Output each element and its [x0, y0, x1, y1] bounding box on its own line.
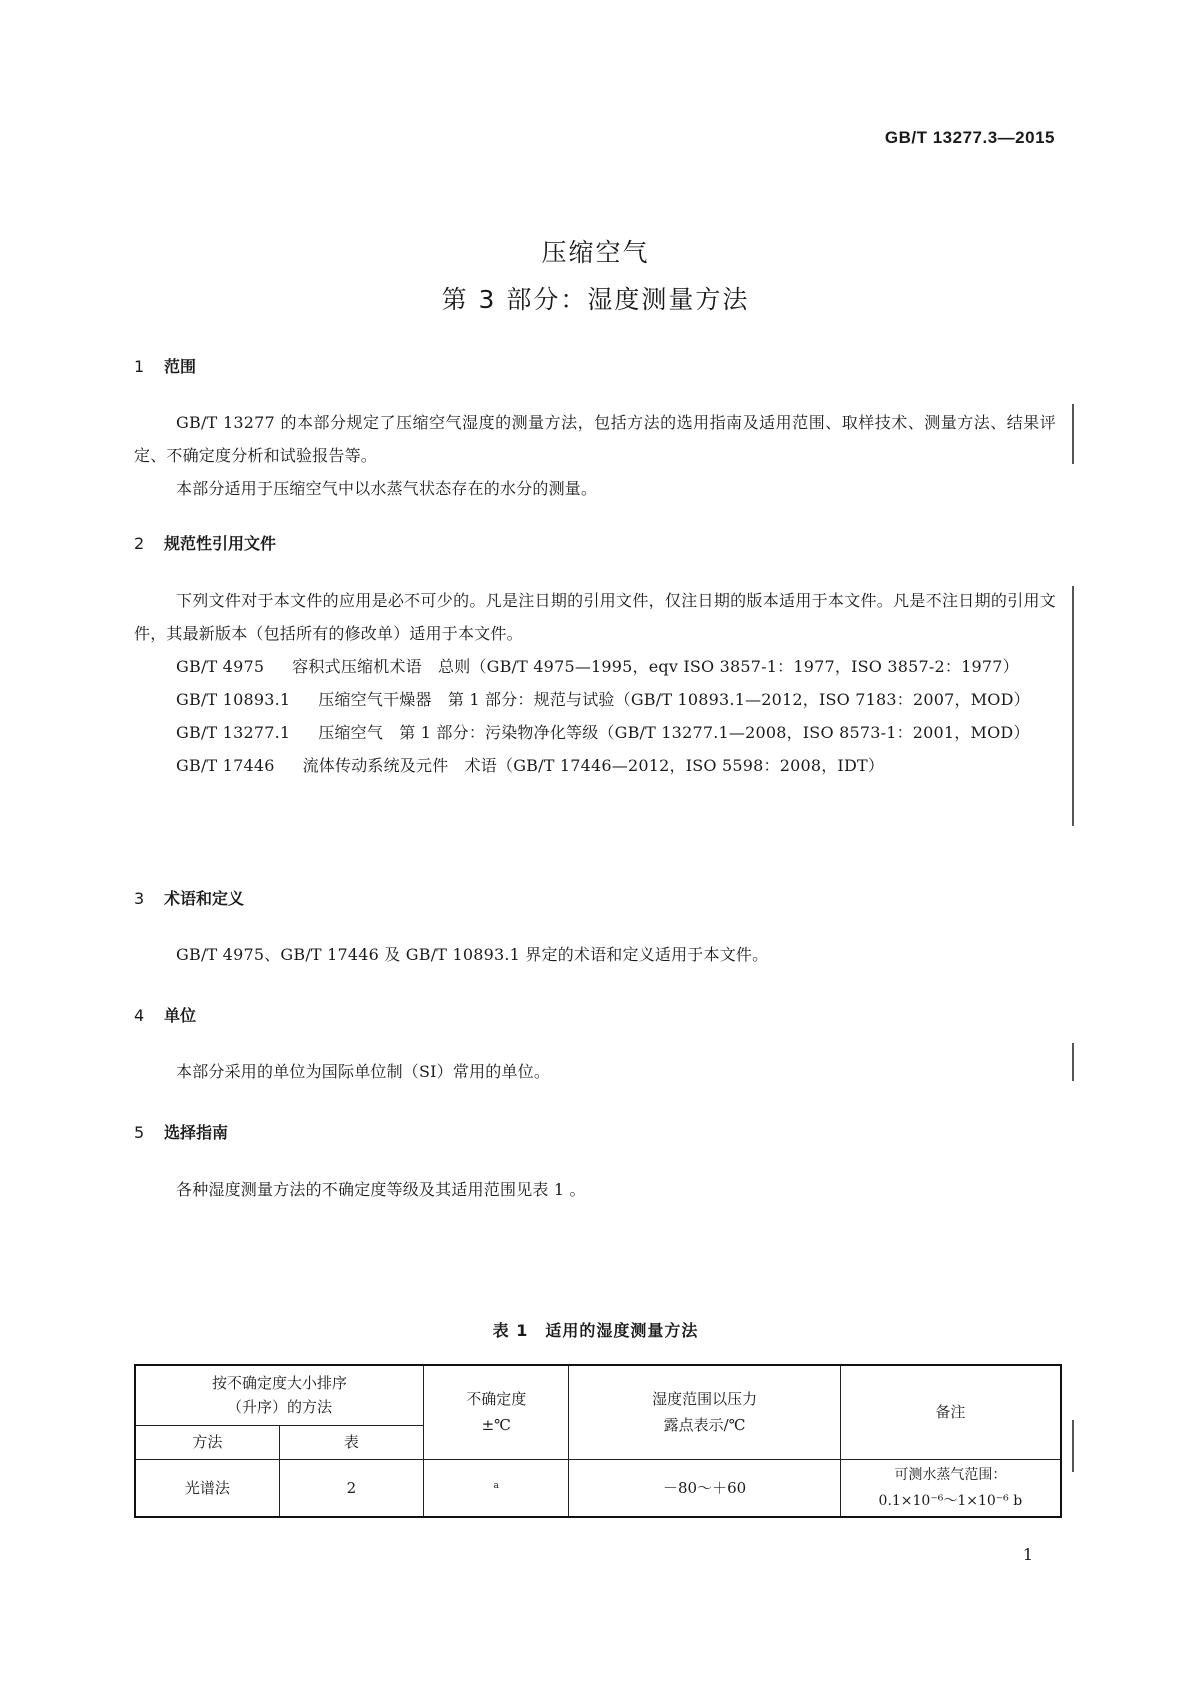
reference-item [134, 716, 1056, 749]
cell-table: 2 [279, 1459, 423, 1517]
revision-bar [1072, 404, 1074, 464]
footnote-marker: a [493, 1481, 499, 1492]
header-cell-table: 表 [279, 1425, 423, 1459]
header-range-line2: 露点表示/℃ [663, 1416, 746, 1435]
header-group-label: 按不确定度大小排序（升序）的方法 [212, 1373, 348, 1416]
section-5-body [134, 1173, 1056, 1206]
cell-range: －80～＋60 [569, 1459, 840, 1517]
reference-title: 流体传动系统及元件 术语（GB/T 17446—2012，ISO 5598：2008，IDT） [302, 756, 885, 775]
reference-item [134, 650, 1056, 683]
cell-uncertainty [424, 1459, 569, 1517]
section-3-body [134, 938, 1056, 971]
section-title: 术语和定义 [164, 889, 245, 908]
revision-bar [1072, 586, 1074, 826]
revision-bar [1072, 1043, 1074, 1081]
section-title: 单位 [164, 1006, 197, 1025]
section-2-heading [134, 531, 276, 554]
page-number: 1 [1022, 1545, 1033, 1564]
section-number: 4 [134, 1006, 145, 1025]
header-range-line1: 湿度范围以压力 [652, 1390, 758, 1409]
header-cell-uncertainty [424, 1365, 569, 1459]
section-number: 1 [134, 357, 145, 376]
reference-item [134, 683, 1056, 716]
section-number: 3 [134, 889, 145, 908]
paragraph: GB/T 4975、GB/T 17446 及 GB/T 10893.1 界定的术语和定义适用于本文件。 [176, 945, 769, 964]
reference-title: 容积式压缩机术语 总则（GB/T 4975—1995，eqv ISO 3857-1：1977，ISO 3857-2：1977） [292, 657, 1019, 676]
revision-bar [1072, 1420, 1074, 1472]
section-4-body [134, 1055, 1056, 1088]
section-title: 范围 [164, 357, 197, 376]
table-row [135, 1459, 1061, 1517]
standard-code: GB/T 13277.3—2015 [884, 128, 1055, 147]
section-2-body [134, 584, 1056, 782]
section-1-body [134, 406, 1056, 505]
cell-method: 光谱法 [135, 1459, 279, 1517]
table-header-row [135, 1365, 1061, 1425]
section-number: 2 [134, 534, 145, 553]
section-title: 规范性引用文件 [164, 534, 277, 553]
remark-line2: 0.1×10⁻⁶～1×10⁻⁶ b [878, 1492, 1023, 1509]
document-title-line2: 第 3 部分：湿度测量方法 [441, 285, 750, 314]
table-caption: 表 1 适用的湿度测量方法 [492, 1321, 699, 1340]
paragraph: GB/T 13277 的本部分规定了压缩空气湿度的测量方法，包括方法的选用指南及适用范围、取样技术、测量方法、结果评定、不确定度分析和试验报告等。 [134, 413, 1056, 465]
paragraph: 本部分适用于压缩空气中以水蒸气状态存在的水分的测量。 [176, 479, 598, 498]
cell-remark [840, 1459, 1061, 1517]
reference-title: 压缩空气 第 1 部分：污染物净化等级（GB/T 13277.1—2008，ISO 8573-1：2001，MOD） [318, 723, 1030, 742]
header-cell-group [135, 1365, 424, 1425]
section-number: 5 [134, 1123, 145, 1142]
section-5-heading [134, 1120, 228, 1143]
header-cell-remark: 备注 [840, 1365, 1061, 1459]
paragraph: 各种湿度测量方法的不确定度等级及其适用范围见表 1 。 [176, 1180, 586, 1199]
paragraph: 下列文件对于本文件的应用是必不可少的。凡是注日期的引用文件，仅注日期的版本适用于本文件。凡是不注日期的引用文件，其最新版本（包括所有的修改单）适用于本文件。 [134, 591, 1056, 643]
header-uncertainty-line1: 不确定度 [466, 1390, 527, 1409]
section-1-heading [134, 354, 196, 377]
section-4-heading [134, 1003, 196, 1026]
header-cell-method: 方法 [135, 1425, 279, 1459]
methods-table [134, 1364, 1062, 1518]
reference-code: GB/T 10893.1 [176, 690, 291, 709]
reference-item [134, 749, 1056, 782]
reference-code: GB/T 17446 [176, 756, 275, 775]
reference-title: 压缩空气干燥器 第 1 部分：规范与试验（GB/T 10893.1—2012，ISO 7183：2007，MOD） [318, 690, 1030, 709]
paragraph: 本部分采用的单位为国际单位制（SI）常用的单位。 [176, 1062, 551, 1081]
header-cell-range [569, 1365, 840, 1459]
document-title-line1: 压缩空气 [541, 238, 650, 267]
section-3-heading [134, 886, 244, 909]
reference-code: GB/T 4975 [176, 657, 265, 676]
section-title: 选择指南 [164, 1123, 229, 1142]
header-uncertainty-line2: ±℃ [481, 1416, 511, 1435]
reference-code: GB/T 13277.1 [176, 723, 291, 742]
remark-line1: 可测水蒸气范围： [894, 1466, 1007, 1483]
